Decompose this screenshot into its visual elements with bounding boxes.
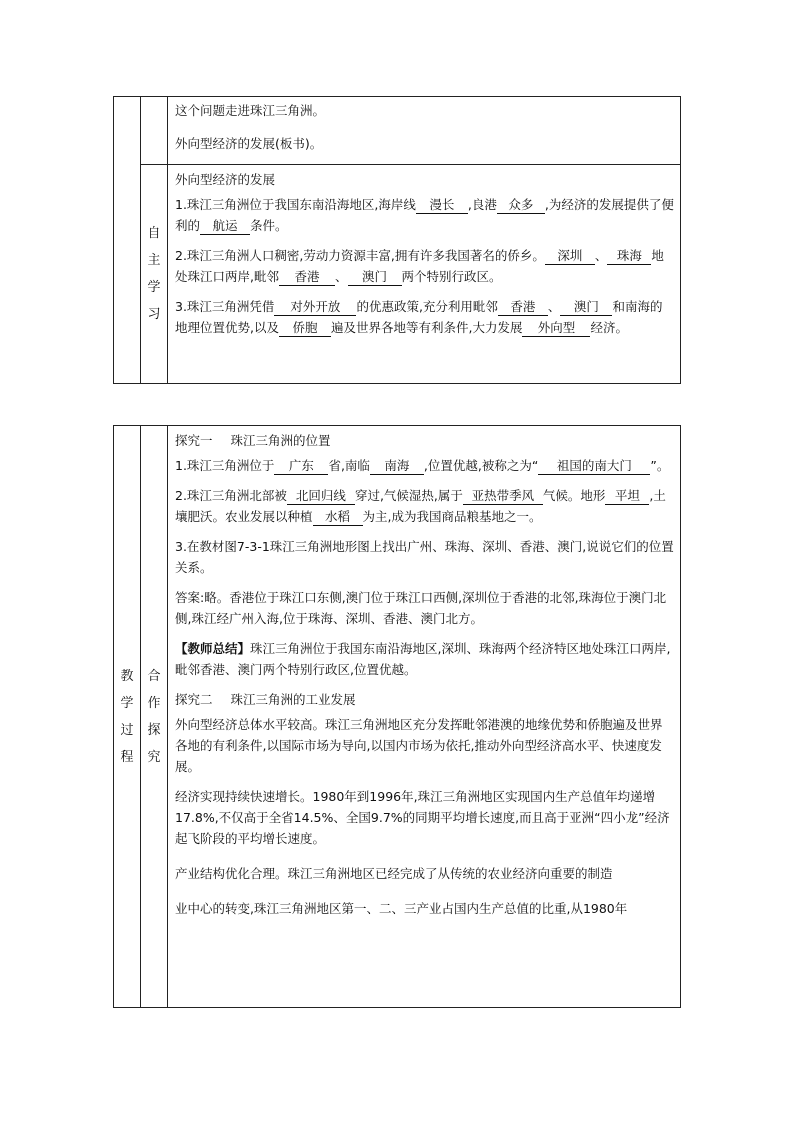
explore-2-para-4: 业中心的转变,珠江三角洲地区第一、二、三产业占国内生产总值的比重,从1980年	[175, 901, 628, 916]
blank-answer: 香港	[279, 268, 335, 286]
teaching-process-table	[113, 425, 681, 1008]
label-char: 过	[120, 722, 134, 738]
label-char: 作	[147, 695, 161, 711]
question-1: 1.珠江三角洲位于我国东南沿海地区,海岸线 漫长 ,良港 众多 ,为经济的发展提供了便利的 航运 条件。	[175, 197, 674, 233]
intro-line-2: 外向型经济的发展(板书)。	[175, 136, 323, 151]
blank-answer: 平坦	[605, 487, 649, 505]
self-study-content	[168, 165, 681, 384]
explore-2-para-2: 经济实现持续快速增长。1980年到1996年,珠江三角洲地区实现国内生产总值年均递增17.8%,不仅高于全省14.5%、全国9.7%的同期平均增长速度,而且高于亚洲“四小龙”经济起飞阶段的平均增长速度。	[175, 789, 670, 846]
intro-cell	[168, 97, 681, 165]
teacher-summary: 【教师总结】珠江三角洲位于我国东南沿海地区,深圳、珠海两个经济特区地处珠江口两岸,毗邻香港、澳门两个特别行政区,位置优越。	[175, 641, 671, 677]
explore-1-item-1: 1.珠江三角洲位于 广东 省,南临 南海 ,位置优越,被称之为“ 祖国的南大门 ”。	[175, 458, 670, 473]
label-char: 主	[147, 253, 161, 268]
blank-answer: 南海	[370, 457, 424, 475]
label-char: 教	[120, 668, 134, 684]
self-study-table	[113, 96, 681, 384]
explore-2-para-1: 外向型经济总体水平较高。珠江三角洲地区充分发挥毗邻港澳的地缘优势和侨胞遍及世界各地的有利条件,以国际市场为导向,以国内市场为依托,推动外向型经济高水平、快速度发展。	[175, 717, 663, 774]
blank-answer: 祖国的南大门	[538, 457, 650, 475]
explore-1-answer: 答案:略。香港位于珠江口东侧,澳门位于珠江口西侧,深圳位于香港的北邻,珠海位于澳门北侧,珠江经广州入海,位于珠海、深圳、香港、澳门北方。	[175, 590, 667, 626]
blank-answer: 北回归线	[287, 487, 355, 505]
inner-label-cell-empty	[141, 97, 168, 165]
blank-answer: 侨胞	[279, 319, 331, 337]
label-char: 学	[120, 695, 134, 711]
label-char: 习	[147, 307, 161, 322]
question-2: 2.珠江三角洲人口稠密,劳动力资源丰富,拥有许多我国著名的侨乡。 深圳 、 珠海 地处珠江口两岸,毗邻 香港 、 澳门 两个特别行政区。	[175, 248, 664, 284]
blank-answer: 对外开放	[274, 298, 356, 316]
blank-answer: 航运	[200, 217, 250, 235]
blank-answer: 澳门	[348, 268, 402, 286]
teaching-process-label	[114, 426, 141, 1008]
summary-label: 【教师总结】	[175, 641, 251, 656]
label-char: 学	[147, 280, 161, 295]
cooperative-inquiry-label	[141, 426, 168, 1008]
blank-answer: 香港	[498, 298, 548, 316]
blank-answer: 众多	[497, 196, 545, 214]
blank-answer: 深圳	[545, 247, 595, 265]
explore-2-heading: 探究二 珠江三角洲的工业发展	[175, 692, 356, 707]
label-char: 探	[147, 722, 161, 738]
blank-answer: 广东	[274, 457, 328, 475]
inquiry-content	[168, 426, 681, 1008]
blank-answer: 珠海	[607, 247, 651, 265]
label-char: 合	[147, 668, 161, 684]
label-char: 自	[147, 226, 161, 241]
label-char: 程	[120, 749, 134, 765]
self-study-label	[141, 165, 168, 384]
section-title: 外向型经济的发展	[175, 172, 276, 187]
explore-1-heading: 探究一 珠江三角洲的位置	[175, 433, 331, 448]
label-char: 究	[147, 749, 161, 765]
blank-answer: 外向型	[522, 319, 590, 337]
intro-line-1: 这个问题走进珠江三角洲。	[175, 103, 326, 118]
blank-answer: 漫长	[416, 196, 468, 214]
explore-1-item-2: 2.珠江三角洲北部被 北回归线 穿过,气候湿热,属于 亚热带季风 气候。地形 平坦 ,土壤肥沃。农业发展以种植 水稻 为主,成为我国商品粮基地之一。	[175, 488, 666, 524]
explore-2-para-3: 产业结构优化合理。珠江三角洲地区已经完成了从传统的农业经济向重要的制造	[175, 866, 613, 881]
blank-answer: 澳门	[560, 298, 612, 316]
explore-1-item-3: 3.在教材图7-3-1珠江三角洲地形图上找出广州、珠海、深圳、香港、澳门,说说它们的位置关系。	[175, 539, 674, 575]
outer-label-cell-empty	[114, 97, 141, 384]
blank-answer: 水稻	[313, 508, 363, 526]
question-3: 3.珠江三角洲凭借 对外开放 的优惠政策,充分利用毗邻 香港 、 澳门 和南海的地理位置优势,以及 侨胞 遍及世界各地等有利条件,大力发展 外向型 经济。	[175, 299, 663, 335]
blank-answer: 亚热带季风	[463, 487, 543, 505]
